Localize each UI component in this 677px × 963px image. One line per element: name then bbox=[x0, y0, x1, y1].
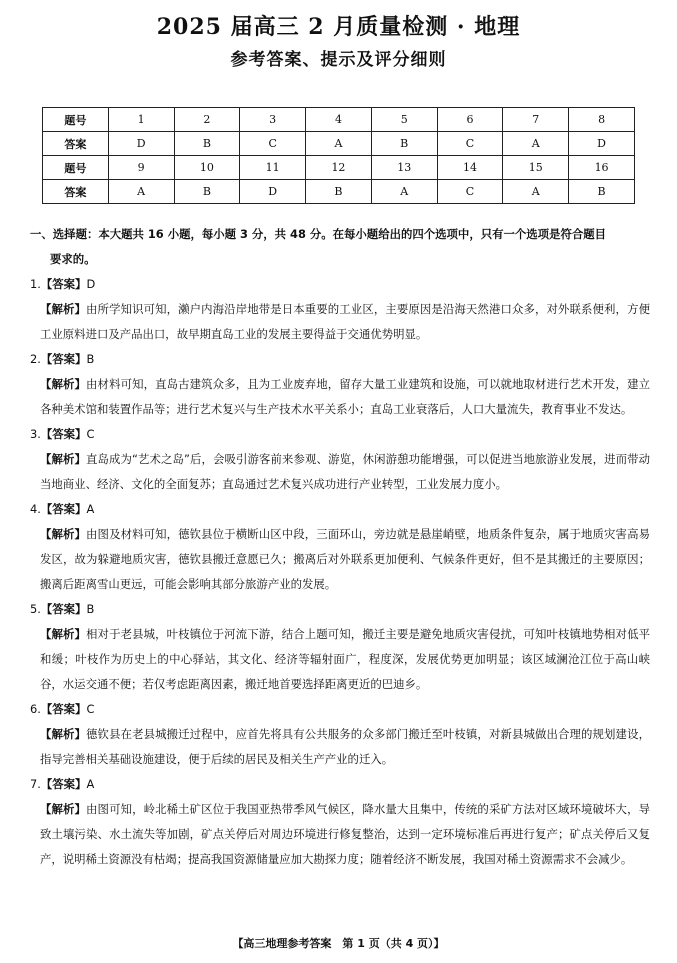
answer-value: B bbox=[86, 602, 95, 616]
answer-tag: 【答案】 bbox=[40, 352, 87, 366]
answer-tag: 【答案】 bbox=[40, 502, 87, 516]
page-subtitle: 参考答案、提示及评分细则 bbox=[230, 50, 447, 70]
analysis-text: 直岛成为“艺术之岛”后，会吸引游客前来参观、游览，休闲游憩功能增强，可以促进当地旅游业发展，进而带动当地商业、经济、文化的全面复苏；直岛通过艺术复兴成功进行产业转型，工业发展力度小。 bbox=[40, 452, 650, 491]
question-answer-line bbox=[30, 497, 650, 522]
analysis-text: 德钦县在老县城搬迁过程中，应首先将具有公共服务的众多部门搬迁至叶枝镇，对新县城做出合理的规划建设，指导完善相关基础设施建设，便于后续的居民及相关生产产业的迁入。 bbox=[40, 727, 650, 766]
answer-value: C bbox=[86, 427, 95, 441]
answer-table bbox=[42, 107, 635, 204]
answer-tag: 【答案】 bbox=[40, 277, 87, 291]
analysis-tag: 【解析】 bbox=[40, 627, 87, 641]
question-answer-line bbox=[30, 347, 650, 372]
analysis-text: 由图可知，岭北稀土矿区位于我国亚热带季风气候区，降水量大且集中，传统的采矿方法对区域环境破坏大，导致土壤污染、水土流失等加剧，矿点关停后对周边环境进行修复整治，达到一定环境标准后再进行复产；矿点关停后又复产，说明稀土资源没有枯竭；提高我国资源储量应加大勘探力度；随着经济不断发展，我国对稀土资源需求不会减少。 bbox=[40, 802, 650, 866]
analysis-paragraph bbox=[30, 447, 650, 497]
question-answer-line bbox=[30, 697, 650, 722]
question-number-cell: 13 bbox=[371, 156, 437, 180]
question-answer-line bbox=[30, 272, 650, 297]
answer-row bbox=[43, 180, 635, 204]
answer-cell: B bbox=[569, 180, 635, 204]
answer-cell: C bbox=[240, 132, 306, 156]
answer-cell: A bbox=[108, 180, 174, 204]
question-number-cell: 16 bbox=[569, 156, 635, 180]
question-number-cell: 9 bbox=[108, 156, 174, 180]
question-number: 3. bbox=[30, 427, 41, 441]
analysis-paragraph bbox=[30, 722, 650, 772]
answer-tag: 【答案】 bbox=[40, 602, 87, 616]
analysis-tag: 【解析】 bbox=[40, 727, 87, 741]
question-number-cell: 11 bbox=[240, 156, 306, 180]
answer-cell: B bbox=[174, 132, 240, 156]
answer-cell: A bbox=[503, 180, 569, 204]
question-number-cell: 15 bbox=[503, 156, 569, 180]
answer-cell: B bbox=[306, 180, 372, 204]
question-number: 6. bbox=[30, 702, 41, 716]
answer-cell: A bbox=[503, 132, 569, 156]
analysis-tag: 【解析】 bbox=[40, 377, 87, 391]
analysis-paragraph bbox=[30, 797, 650, 872]
question-answer-line bbox=[30, 772, 650, 797]
answer-value: A bbox=[86, 777, 95, 791]
question-number: 2. bbox=[30, 352, 41, 366]
question-number: 1. bbox=[30, 277, 41, 291]
question-number-cell: 5 bbox=[371, 108, 437, 132]
question-number: 7. bbox=[30, 777, 41, 791]
question-number-cell: 8 bbox=[569, 108, 635, 132]
answer-cell: D bbox=[108, 132, 174, 156]
question-number-row bbox=[43, 108, 635, 132]
answer-value: D bbox=[86, 277, 96, 291]
question-answer-line bbox=[30, 597, 650, 622]
answer-value: B bbox=[86, 352, 95, 366]
question-number-cell: 14 bbox=[437, 156, 503, 180]
analysis-text: 由材料可知，直岛古建筑众多，且为工业废弃地，留存大量工业建筑和设施，可以就地取材进行艺术开发，建立各种美术馆和装置作品等；进行艺术复兴与生产技术水平关系小；直岛工业衰落后，人口大量流失，教育事业不发达。 bbox=[40, 377, 650, 416]
row-label-number: 题号 bbox=[43, 108, 109, 132]
analysis-text: 由所学知识可知，濑户内海沿岸地带是日本重要的工业区，主要原因是沿海天然港口众多，对外联系便利，方便工业原料进口及产品出口，故早期直岛工业的发展主要得益于交通优势明显。 bbox=[40, 302, 650, 341]
answer-cell: A bbox=[371, 180, 437, 204]
analysis-tag: 【解析】 bbox=[40, 802, 87, 816]
analysis-paragraph bbox=[30, 372, 650, 422]
row-label-answer: 答案 bbox=[43, 180, 109, 204]
question-number-cell: 3 bbox=[240, 108, 306, 132]
answer-cell: C bbox=[437, 180, 503, 204]
answer-body bbox=[30, 222, 650, 872]
answer-value: A bbox=[86, 502, 95, 516]
page-title: 2025 届高三 2 月质量检测 · 地理 bbox=[156, 14, 521, 40]
answer-tag: 【答案】 bbox=[40, 777, 87, 791]
analysis-tag: 【解析】 bbox=[40, 452, 87, 466]
question-number-cell: 7 bbox=[503, 108, 569, 132]
analysis-paragraph bbox=[30, 297, 650, 347]
section-heading-line-2: 要求的。 bbox=[50, 252, 96, 266]
answer-row bbox=[43, 132, 635, 156]
answer-tag: 【答案】 bbox=[40, 702, 87, 716]
row-label-answer: 答案 bbox=[43, 132, 109, 156]
analysis-tag: 【解析】 bbox=[40, 302, 87, 316]
page-footer: 【高三地理参考答案 第 1 页（共 4 页）】 bbox=[232, 937, 445, 950]
answer-cell: B bbox=[174, 180, 240, 204]
analysis-text: 相对于老县城，叶枝镇位于河流下游，结合上题可知，搬迁主要是避免地质灾害侵扰，可知叶枝镇地势相对低平和缓；叶枝作为历史上的中心驿站，其文化、经济等辐射面广，程度深，发展优势更加明显；该区域澜沧江位于高山峡谷，水运交通不便；若仅考虑距离因素，搬迁地首要选择距离更近的巴迪乡。 bbox=[40, 627, 650, 691]
question-number-cell: 6 bbox=[437, 108, 503, 132]
question-number-cell: 1 bbox=[108, 108, 174, 132]
question-answer-line bbox=[30, 422, 650, 447]
question-number-row bbox=[43, 156, 635, 180]
question-number-cell: 12 bbox=[306, 156, 372, 180]
answer-cell: B bbox=[371, 132, 437, 156]
answer-cell: A bbox=[306, 132, 372, 156]
answer-cell: D bbox=[569, 132, 635, 156]
question-number-cell: 10 bbox=[174, 156, 240, 180]
analysis-tag: 【解析】 bbox=[40, 527, 87, 541]
analysis-paragraph bbox=[30, 522, 650, 597]
answer-value: C bbox=[86, 702, 95, 716]
question-number-cell: 4 bbox=[306, 108, 372, 132]
answer-tag: 【答案】 bbox=[40, 427, 87, 441]
answer-cell: C bbox=[437, 132, 503, 156]
row-label-number: 题号 bbox=[43, 156, 109, 180]
question-number: 5. bbox=[30, 602, 41, 616]
section-heading bbox=[30, 222, 650, 272]
section-heading-line-1: 一、选择题：本大题共 16 小题，每小题 3 分，共 48 分。在每小题给出的四个选项中，只有一个选项是符合题目 bbox=[30, 227, 607, 241]
analysis-text: 由图及材料可知，德钦县位于横断山区中段，三面环山，旁边就是悬崖峭壁，地质条件复杂，属于地质灾害高易发区，故为躲避地质灾害，德钦县搬迁意愿已久；搬离后对外联系更加便利、气候条件更好，但不是其搬迁的主要原因；搬离后距离雪山更远，可能会影响其部分旅游产业的发展。 bbox=[40, 527, 650, 591]
question-number-cell: 2 bbox=[174, 108, 240, 132]
answer-cell: D bbox=[240, 180, 306, 204]
question-number: 4. bbox=[30, 502, 41, 516]
question-list bbox=[30, 272, 650, 872]
analysis-paragraph bbox=[30, 622, 650, 697]
